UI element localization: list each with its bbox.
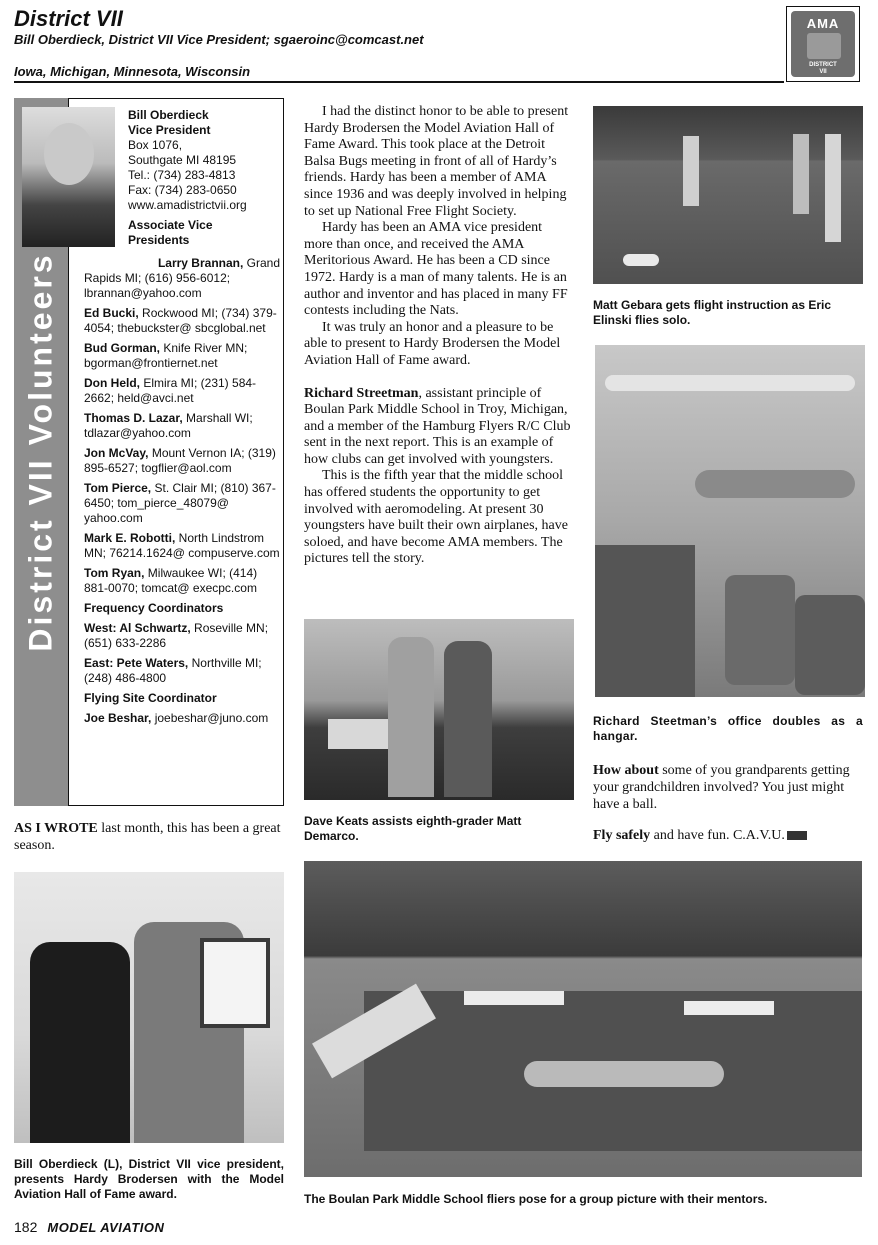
article-paragraph: Fly safely and have fun. C.A.V.U.: [593, 827, 863, 844]
vp-contact: [128, 108, 278, 248]
ama-district-logo: [786, 6, 860, 82]
vp-website: www.amadistrictvii.org: [128, 198, 247, 212]
vp-name: Bill Oberdieck: [128, 108, 209, 122]
list-item: Ed Bucki, Rockwood MI; (734) 379-4054; thebuckster@ sbcglobal.net: [84, 306, 277, 335]
vp-address-2: Southgate MI 48195: [128, 153, 237, 167]
photo-caption: Bill Oberdieck (L), District VII vice president, presents Hardy Brodersen with the Model Aviation Hall of Fame award.: [14, 1157, 284, 1201]
page-title: District VII: [14, 6, 123, 31]
photo-caption: Richard Steetman’s office doubles as a hangar.: [593, 714, 863, 743]
article-paragraph: Hardy has been an AMA vice president more than once, and received the AMA Meritorious Award. He has been a CD since 1972. Hardy is a man of many talents. He is an author and inventor and has placed in many FF contests including the Nats.: [304, 220, 568, 319]
volunteer-detail: Grand: [243, 256, 280, 270]
vp-portrait-photo: [22, 107, 115, 247]
district-states: Iowa, Michigan, Minnesota, Wisconsin: [14, 64, 251, 79]
vp-fax: Fax: (734) 283-0650: [128, 183, 237, 197]
volunteer-detail: Rapids MI; (616) 956-6012; lbrannan@yahoo.com: [84, 271, 231, 300]
list-item: East: Pete Waters, Northville MI; (248) 486-4800: [84, 656, 262, 685]
publication-name: MODEL AVIATION: [47, 1220, 165, 1235]
article-paragraph: It was truly an honor and a pleasure to be able to present to Hardy Brodersen the Model Aviation Hall of Fame award.: [304, 319, 561, 368]
header-rule: [14, 81, 784, 83]
list-item: Don Held, Elmira MI; (231) 584-2662; held@avci.net: [84, 376, 257, 405]
vp-title: Vice President: [128, 123, 211, 137]
page-number: 182: [14, 1219, 38, 1235]
logo-district-number: VII: [819, 69, 827, 75]
list-item: Jon McVay, Mount Vernon IA; (319) 895-6527; togflier@aol.com: [84, 446, 276, 475]
track-flying-photo: [593, 106, 863, 284]
volunteer-name: Larry Brannan,: [157, 256, 244, 270]
list-item: Thomas D. Lazar, Marshall WI; tdlazar@yahoo.com: [84, 411, 253, 440]
volunteers-band-label: District VII Volunteers: [22, 252, 59, 652]
article-paragraph: This is the fifth year that the middle school has offered students the opportunity to get involved with aeromodeling. At present 30 youngsters have built their own airplanes, have soloed, and have become AMA members. The pictures tell the story.: [304, 468, 568, 567]
dave-keats-photo: [304, 619, 574, 800]
photo-caption: Matt Gebara gets flight instruction as Eric Elinski flies solo.: [593, 298, 832, 327]
article-paragraph: AS I WROTE last month, this has been a great season.: [14, 821, 281, 853]
article-paragraph: I had the distinct honor to be able to present Hardy Brodersen the Model Aviation Hall of Fame Award. This took place at the Detroit Balsa Bugs meeting in front of all of Hardy’s friends. Hardy has been a member of AMA since 1936 and was deeply involved in helping to set up National Free Flight Society.: [304, 104, 569, 219]
volunteer-list: [84, 256, 280, 731]
page-footer: [14, 1219, 164, 1235]
group-photo: [304, 861, 862, 1177]
award-presentation-photo: [14, 872, 284, 1143]
assoc-vp-heading-1: Associate Vice: [128, 218, 213, 232]
site-heading: Flying Site Coordinator: [84, 691, 217, 705]
list-item: West: Al Schwartz, Roseville MN; (651) 633-2286: [84, 621, 269, 650]
article-column: [304, 104, 574, 568]
michigan-map-icon: [807, 33, 841, 59]
list-item: Joe Beshar, joebeshar@juno.com: [84, 711, 269, 725]
list-item: Bud Gorman, Knife River MN; bgorman@frontiernet.net: [84, 341, 248, 370]
article-paragraph: Richard Streetman, assistant principle of Boulan Park Middle School in Troy, Michigan, and a member of the Hamburg Flyers R/C Club sent in the next report. This is an example of how clubs can get involved with youngsters.: [304, 385, 571, 467]
article-paragraph: How about some of you grandparents getting your grandchildren involved? You just might have a ball.: [593, 763, 850, 812]
logo-district-text: DISTRICT: [809, 62, 837, 68]
photo-caption: Dave Keats assists eighth-grader Matt Demarco.: [304, 814, 522, 843]
office-hangar-photo: [595, 345, 865, 697]
vp-tel: Tel.: (734) 283-4813: [128, 168, 236, 182]
list-item: Tom Pierce, St. Clair MI; (810) 367-6450; tom_pierce_48079@ yahoo.com: [84, 481, 276, 525]
page-subtitle: Bill Oberdieck, District VII Vice President; sgaeroinc@comcast.net: [14, 32, 424, 47]
ama-mini-logo-icon: [787, 831, 807, 840]
list-item: Mark E. Robotti, North Lindstrom MN; 76214.1624@ compuserve.com: [84, 531, 280, 560]
freq-heading: Frequency Coordinators: [84, 601, 224, 615]
logo-ama-text: AMA: [806, 16, 840, 31]
assoc-vp-heading-2: Presidents: [128, 233, 190, 247]
photo-caption: The Boulan Park Middle School fliers pose for a group picture with their mentors.: [304, 1192, 768, 1206]
list-item: Tom Ryan, Milwaukee WI; (414) 881-0070; tomcat@ execpc.com: [84, 566, 258, 595]
vp-address-1: Box 1076,: [128, 138, 183, 152]
